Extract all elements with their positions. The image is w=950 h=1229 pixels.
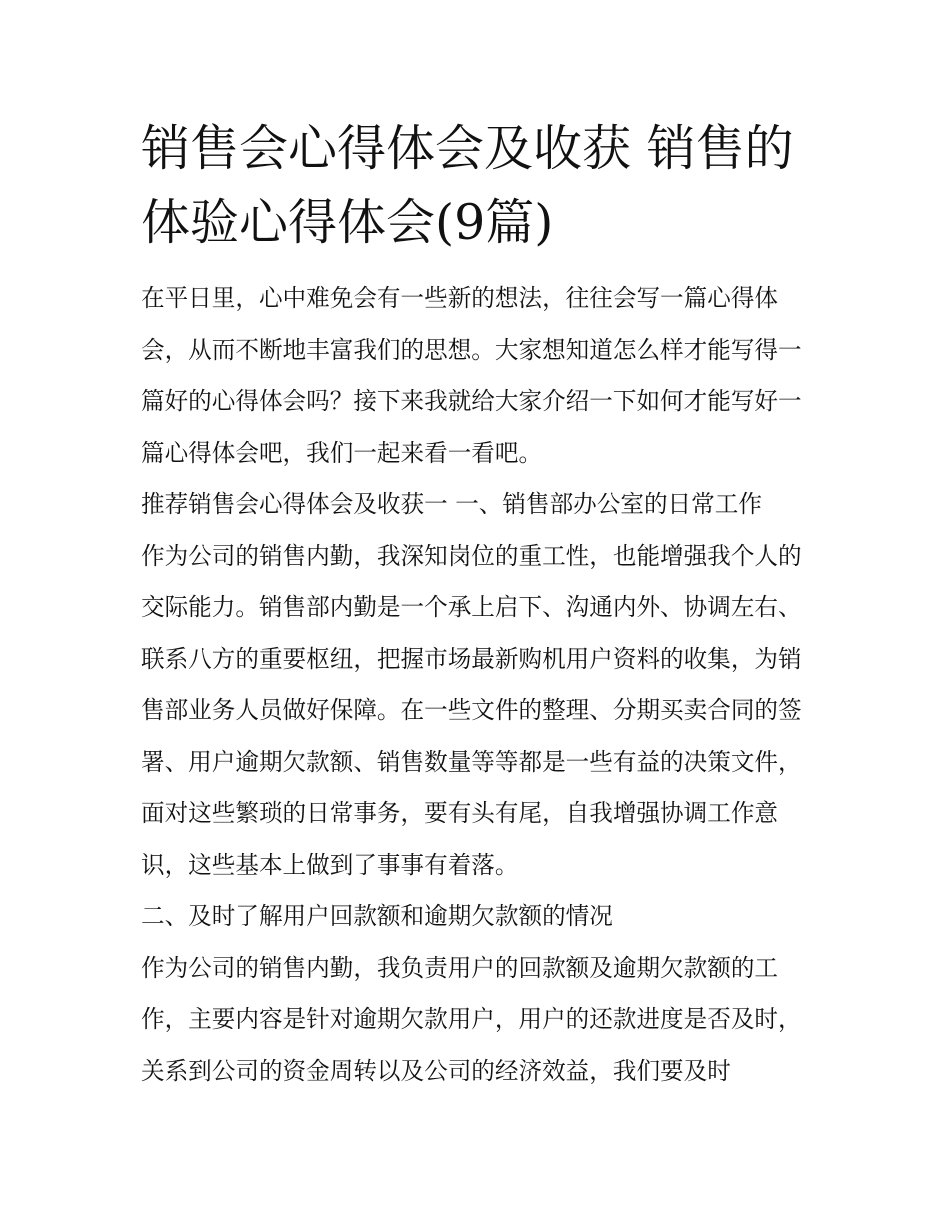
body-paragraph-1: 作为公司的销售内勤，我深知岗位的重工性，也能增强我个人的交际能力。销售部内勤是一个承上启下、沟通内外、协调左右、联系八方的重要枢纽，把握市场最新购机用户资料的收集，为销售部业务人员做好保障。在一些文件的整理、分期买卖合同的签署、用户逾期欠款额、销售数量等等都是一些有益的决策文件，面对这些繁琐的日常事务，要有头有尾，自我增强协调工作意识，这些基本上做到了事事有着落。: [141, 541, 802, 879]
section-heading-1: 推荐销售会心得体会及收获一 一、销售部办公室的日常工作: [141, 490, 762, 518]
intro-paragraph: 在平日里，心中难免会有一些新的想法，往往会写一篇心得体会，从而不断地丰富我们的思想。大家想知道怎么样才能写得一篇好的心得体会吗？接下来我就给大家介绍一下如何才能写好一篇心得体会吧，我们一起来看一看吧。: [141, 284, 802, 467]
document-page: [141, 112, 813, 1097]
document-title: 销售会心得体会及收获 销售的体验心得体会(9篇): [141, 120, 794, 251]
body-paragraph-2: 作为公司的销售内勤，我负责用户的回款额及逾期欠款额的工作，主要内容是针对逾期欠款用户，用户的还款进度是否及时，关系到公司的资金周转以及公司的经济效益，我们要及时: [141, 953, 802, 1085]
section-heading-2: 二、及时了解用户回款额和逾期欠款额的情况: [141, 902, 613, 930]
